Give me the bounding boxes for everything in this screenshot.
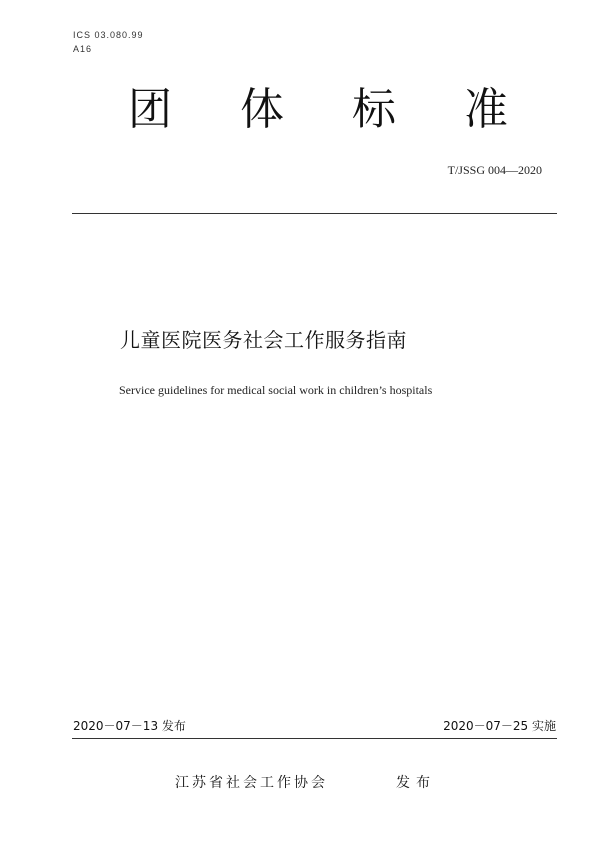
standard-type-char: 团 — [128, 84, 172, 135]
document-title-english: Service guidelines for medical social work in children’s hospitals — [119, 383, 433, 397]
category-code: A16 — [73, 44, 93, 54]
publish-date: 2020－07－13 发布 — [73, 719, 186, 733]
standard-type-char: 准 — [464, 84, 508, 135]
standard-type-char: 标 — [352, 84, 396, 135]
header-divider — [72, 213, 557, 214]
publisher-action: 发布 — [396, 775, 436, 791]
publisher-name: 江苏省社会工作协会 — [175, 775, 328, 791]
standard-type-char: 体 — [240, 84, 284, 135]
document-title-chinese: 儿童医院医务社会工作服务指南 — [120, 328, 407, 352]
standard-type-heading — [128, 80, 508, 140]
implementation-date: 2020－07－25 实施 — [443, 719, 556, 733]
footer-divider — [72, 738, 557, 739]
ics-code: ICS 03.080.99 — [73, 30, 144, 40]
standard-number: T/JSSG 004—2020 — [447, 163, 542, 177]
